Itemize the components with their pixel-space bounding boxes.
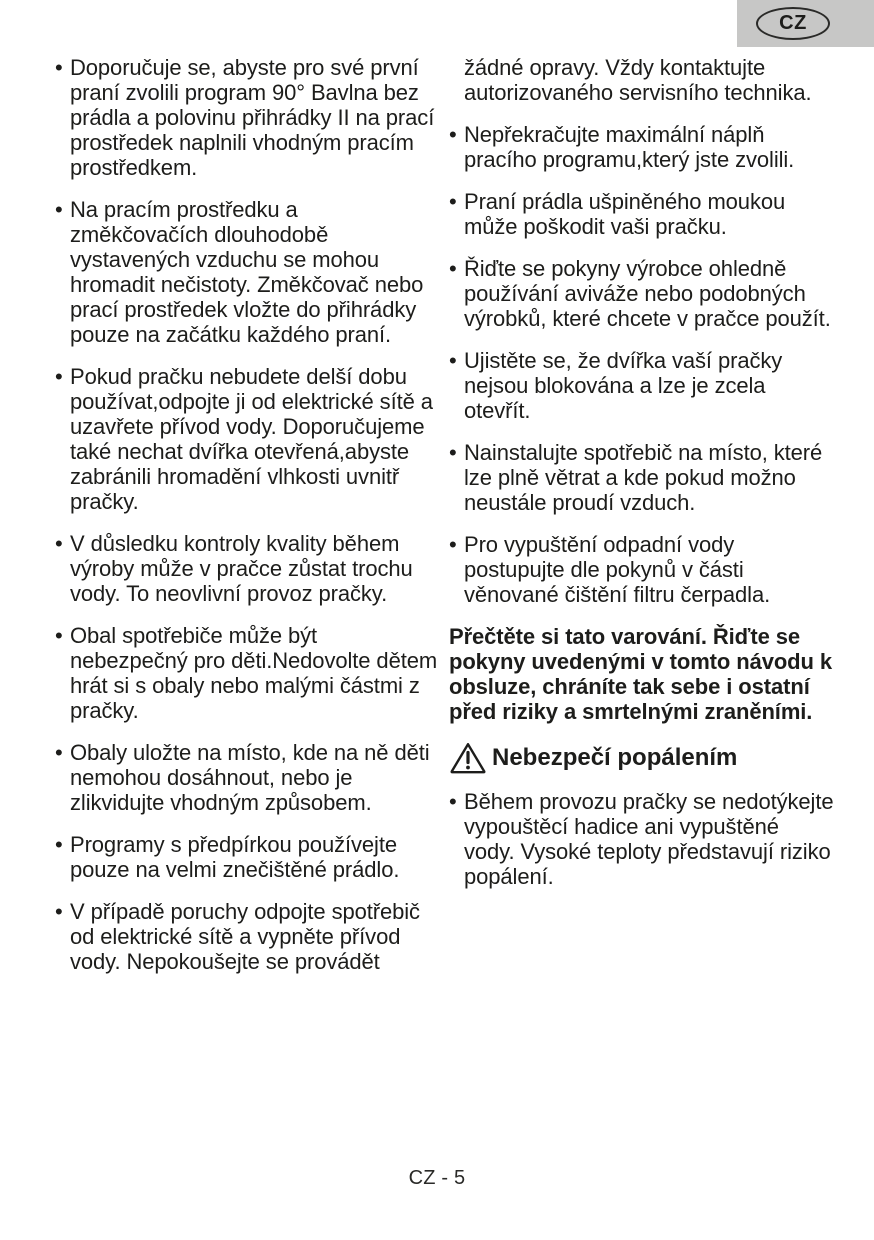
bullet-item: • Nepřekračujte maximální náplň pracího programu,který jste zvolili.	[449, 122, 834, 172]
bullet-item: • Pokud pračku nebudete delší dobu používat,odpojte ji od elektrické sítě a uzavřete přívod vody. Doporučujeme také nechat dvířka otevřená,abyste zabránili hromadění vlhkosti uvnitř pračky.	[55, 364, 438, 514]
bullet-item: • Během provozu pračky se nedotýkejte vypouštěcí hadice ani vypuštěné vody. Vysoké teploty představují riziko popálení.	[449, 789, 834, 889]
left-column	[55, 55, 438, 991]
bullet-item: • Doporučuje se, abyste pro své první praní zvolili program 90° Bavlna bez prádla a polovinu přihrádky II na prací prostředek naplnili vhodným pracím prostředkem.	[55, 55, 438, 180]
bullet-item: • Praní prádla ušpiněného moukou může poškodit vaši pračku.	[449, 189, 834, 239]
bullet-item: • Řiďte se pokyny výrobce ohledně používání aviváže nebo podobných výrobků, které chcete v pračce použít.	[449, 256, 834, 331]
bullet-item: • Nainstalujte spotřebič na místo, které lze plně větrat a kde pokud možno neustále proudí vzduch.	[449, 440, 834, 515]
language-badge-label: CZ	[779, 12, 807, 34]
language-badge	[756, 7, 830, 40]
warning-heading-label: Nebezpečí popálením	[492, 744, 738, 771]
bullet-item: • Programy s předpírkou používejte pouze na velmi znečištěné prádlo.	[55, 832, 438, 882]
page-number: CZ - 5	[408, 1167, 466, 1189]
right-column	[449, 55, 834, 991]
bullet-item: • Pro vypuštění odpadní vody postupujte dle pokynů v části věnované čištění filtru čerpadla.	[449, 532, 834, 607]
bullet-item: • Obaly uložte na místo, kde na ně děti nemohou dosáhnout, nebo je zlikvidujte vhodným způsobem.	[55, 740, 438, 815]
bullet-item: • Na pracím prostředku a změkčovačích dlouhodobě vystavených vzduchu se mohou hromadit nečistoty. Změkčovač nebo prací prostředek vložte do přihrádky pouze na začátku každého praní.	[55, 197, 438, 347]
warning-triangle-icon	[449, 741, 487, 775]
bullet-item: • Obal spotřebiče může být nebezpečný pro děti.Nedovolte dětem hrát si s obaly nebo malými částmi z pračky.	[55, 623, 438, 723]
language-badge-box	[737, 0, 874, 47]
bullet-item: • Ujistěte se, že dvířka vaší pračky nejsou blokována a lze je zcela otevřít.	[449, 348, 834, 423]
warning-paragraph: Přečtěte si tato varování. Řiďte se pokyny uvedenými v tomto návodu k obsluze, chráníte tak sebe i ostatní před riziky a smrtelnými zraněními.	[449, 624, 833, 724]
text-columns	[55, 55, 834, 991]
continuation-paragraph: žádné opravy. Vždy kontaktujte autorizovaného servisního technika.	[464, 55, 812, 105]
warning-heading	[449, 741, 834, 775]
bullet-item: • V důsledku kontroly kvality během výroby může v pračce zůstat trochu vody. To neovlivní provoz pračky.	[55, 531, 438, 606]
bullet-item: • V případě poruchy odpojte spotřebič od elektrické sítě a vypněte přívod vody. Nepokoušejte se provádět	[55, 899, 438, 974]
